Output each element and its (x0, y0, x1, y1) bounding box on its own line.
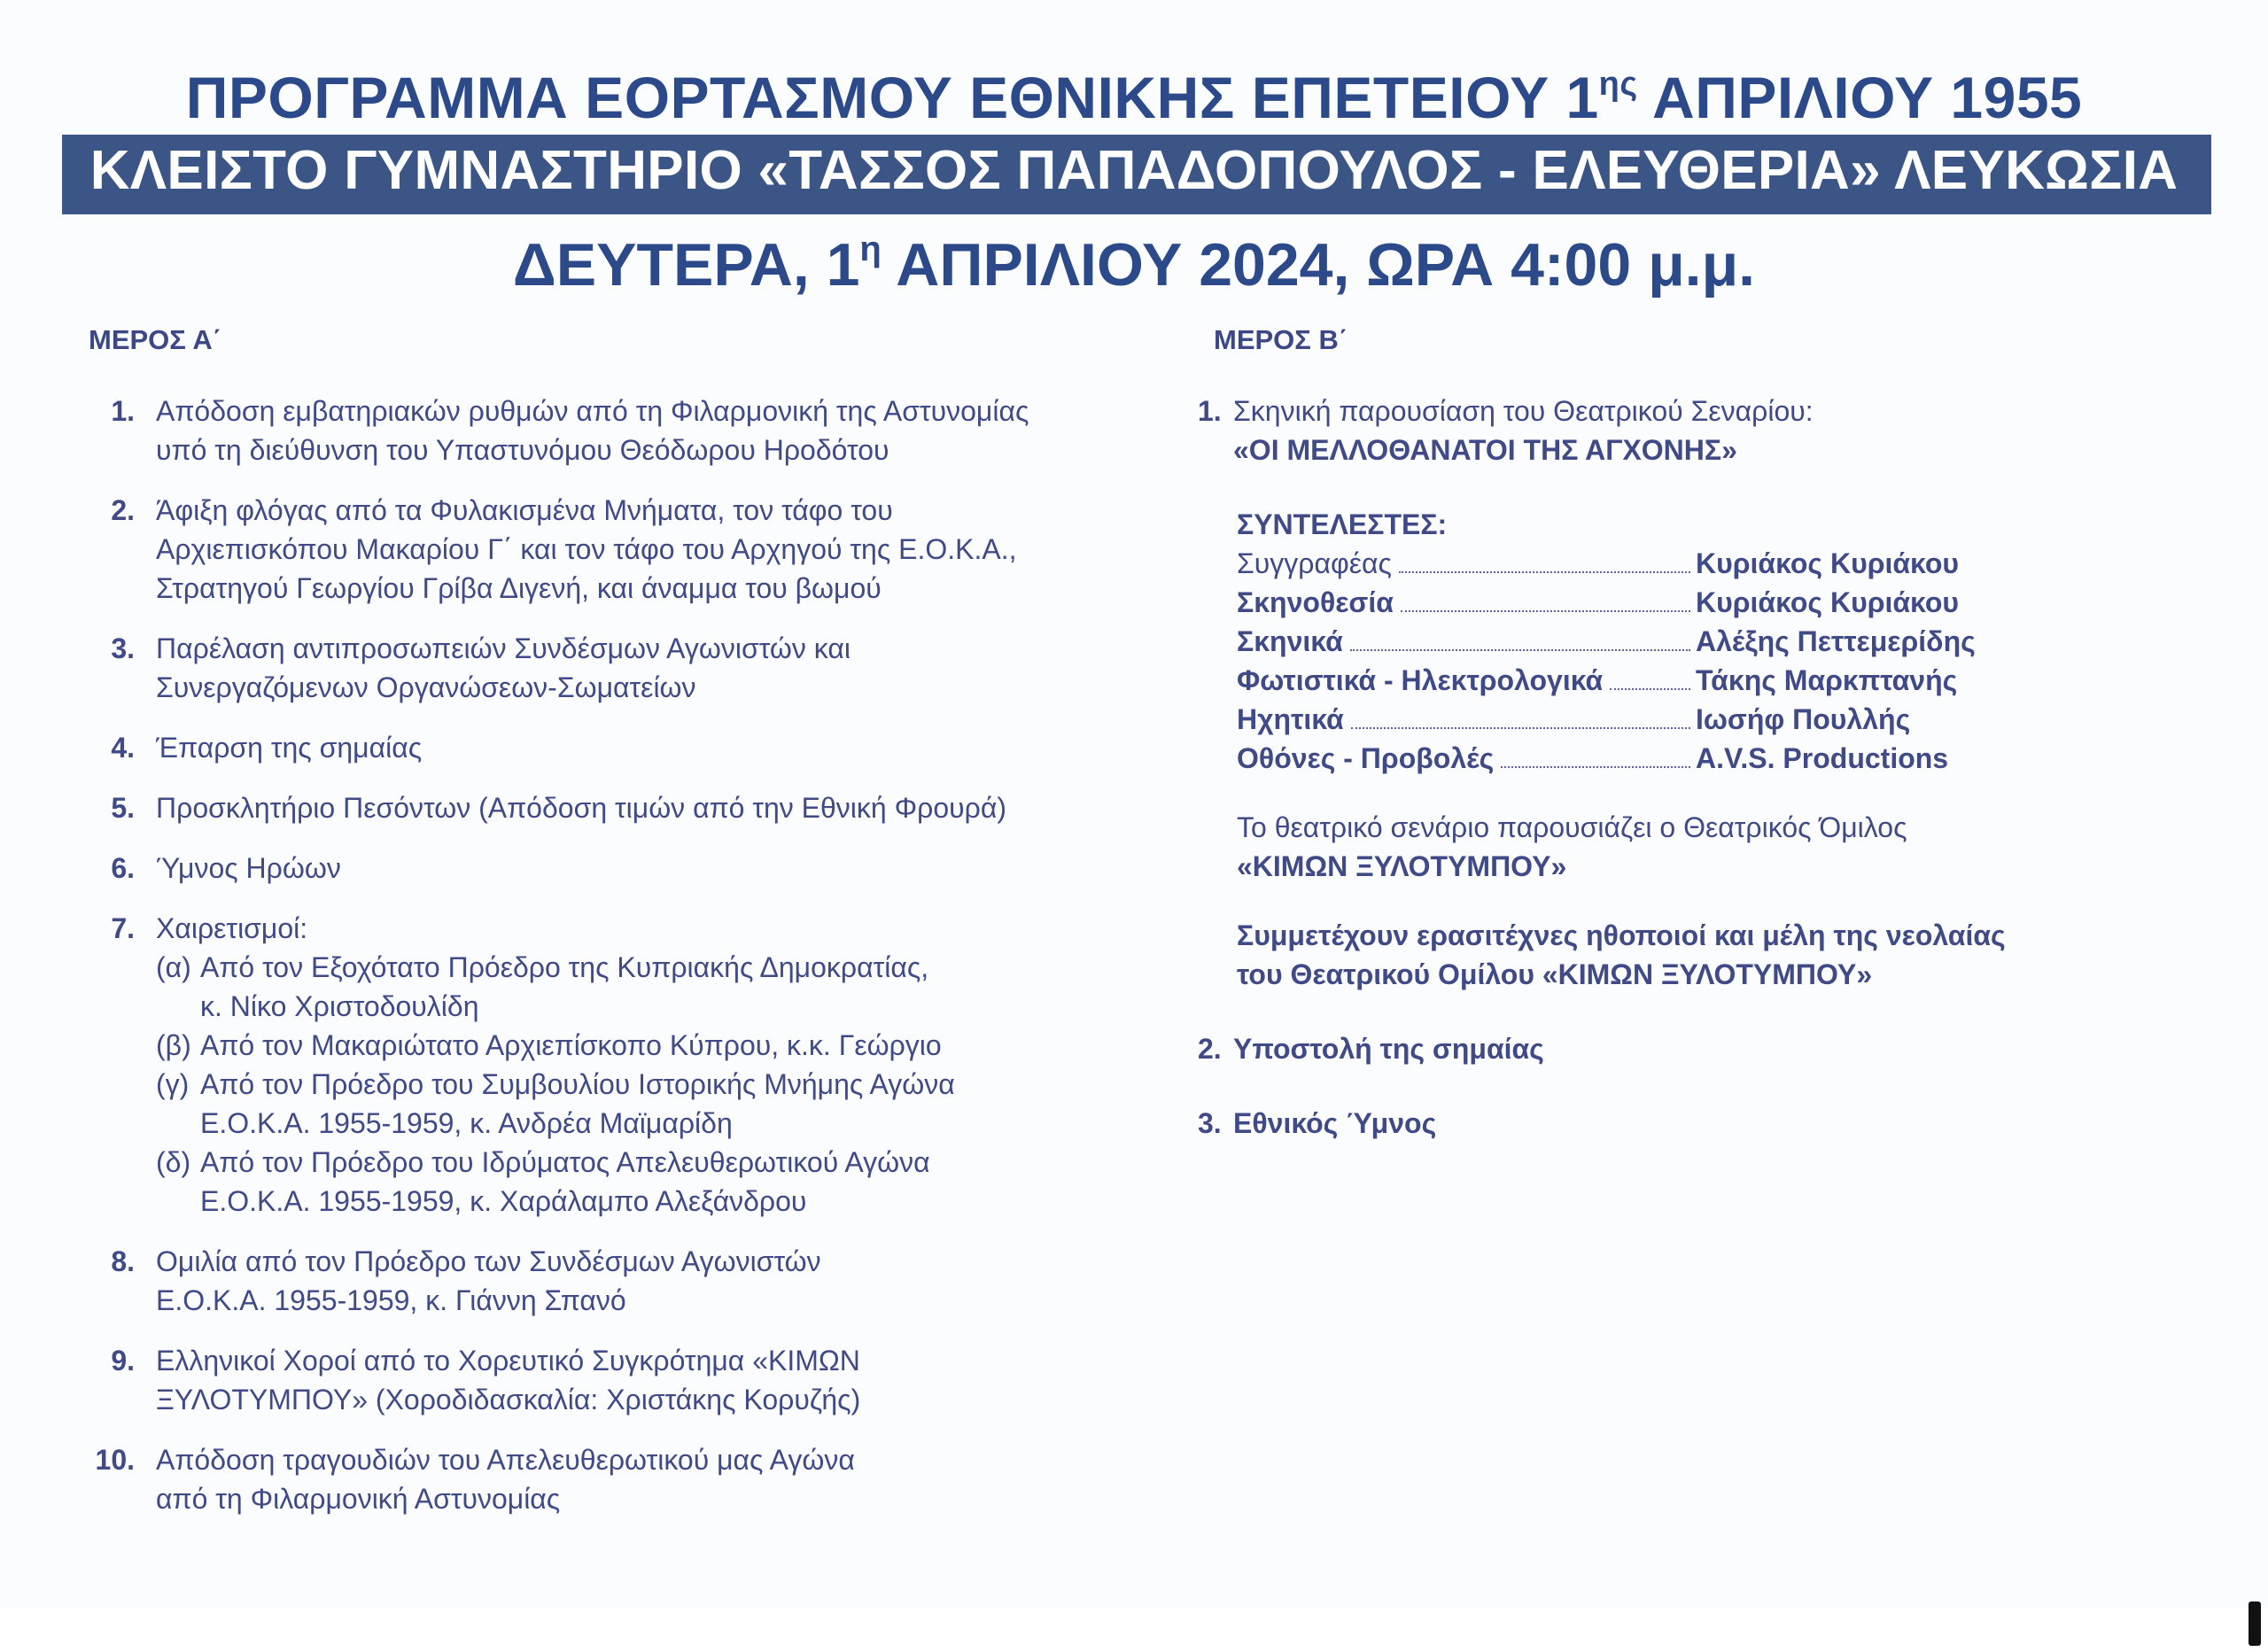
credit-row-4 (1237, 661, 2009, 700)
greeting-line: Από τον Πρόεδρο του Συμβουλίου Ιστορικής Μνήμης Αγώνα (200, 1068, 955, 1100)
credit-name: Αλέξης Πεττεμερίδης (1696, 625, 1976, 657)
part-a-item-8 (82, 1242, 1171, 1320)
item-number: 4. (111, 732, 135, 764)
item-number: 9. (111, 1345, 135, 1377)
item-number: 2. (111, 494, 135, 526)
item-line: Παρέλαση αντιπροσωπειών Συνδέσμων Αγωνιστών και (156, 632, 851, 664)
part-a-item-7 (82, 909, 1171, 1221)
play-title: «ΟΙ ΜΕΛΛΟΘΑΝΑΤΟΙ ΤΗΣ ΑΓΧΟΝΗΣ» (1233, 434, 1737, 466)
item-text: Εθνικός Ύμνος (1233, 1107, 1437, 1139)
item-number: 3. (111, 632, 135, 664)
dot-leader (1351, 727, 1690, 729)
presented-by-group: «ΚΙΜΩΝ ΞΥΛΟΤΥΜΠΟΥ» (1237, 850, 1567, 882)
item-number: 1. (111, 395, 135, 427)
greeting-line: Από τον Πρόεδρο του Ιδρύματος Απελευθερωτικού Αγώνα (200, 1146, 930, 1178)
greeting-body (200, 1026, 942, 1065)
credit-name: Κυριάκος Κυριάκου (1696, 547, 1959, 579)
part-b-item-3 (1198, 1104, 2190, 1143)
dot-leader (1501, 766, 1690, 768)
greeting-1 (156, 948, 1171, 1026)
item-body (138, 788, 1171, 827)
item-line: Αρχιεπισκόπου Μακαρίου Γ΄ και τον τάφο του Αρχηγού της Ε.Ο.Κ.Α., (156, 533, 1017, 565)
title-line-1 (0, 64, 2268, 131)
credit-role: Σκηνικά (1237, 625, 1343, 657)
greeting-label: (β) (156, 1029, 191, 1061)
credit-role: Φωτιστικά - Ηλεκτρολογικά (1237, 664, 1604, 696)
title-line-1-text: ΠΡΟΓΡΑΜΜΑ ΕΟΡΤΑΣΜΟΥ ΕΘΝΙΚΗΣ ΕΠΕΤΕΙΟΥ 1 (185, 65, 1599, 130)
credit-name: A.V.S. Productions (1696, 742, 1949, 774)
credit-role: Οθόνες - Προβολές (1237, 742, 1495, 774)
date-title-superscript: η (859, 229, 882, 268)
item-body (138, 1242, 1171, 1320)
participants-line-2: του Θεατρικού Ομίλου «ΚΙΜΩΝ ΞΥΛΟΤΥΜΠΟΥ» (1237, 958, 1873, 990)
credit-row-2 (1237, 583, 2009, 622)
item-body (138, 1341, 1171, 1419)
credit-role: Ηχητικά (1237, 703, 1344, 735)
part-a-item-9 (82, 1341, 1171, 1419)
part-a-list (82, 392, 1171, 1518)
greeting-line: Ε.Ο.Κ.Α. 1955-1959, κ. Χαράλαμπο Αλεξάνδρου (200, 1185, 807, 1217)
item-line: Απόδοση τραγουδιών του Απελευθερωτικού μας Αγώνα (156, 1444, 855, 1476)
item-number: 3. (1198, 1107, 1222, 1139)
presented-by-text: Το θεατρικό σενάριο παρουσιάζει ο Θεατρικός Όμιλος (1237, 811, 1907, 843)
date-title-time: ΑΠΡΙΛΙΟΥ 2024, ΩΡΑ 4:00 μ.μ. (881, 231, 1756, 299)
greeting-3 (156, 1065, 1171, 1143)
item-line: από τη Φιλαρμονική Αστυνομίας (156, 1483, 561, 1515)
title-line-1-year: ΑΠΡΙΛΙΟΥ 1955 (1637, 65, 2083, 130)
item-number: 2. (1198, 1033, 1222, 1065)
title-line-1-superscript: ης (1598, 66, 1638, 103)
part-a-item-4 (82, 728, 1171, 767)
greeting-line: κ. Νίκο Χριστοδουλίδη (200, 990, 479, 1022)
greeting-body (200, 1143, 930, 1221)
item-number: 1. (1198, 395, 1222, 427)
item-line: Ε.Ο.Κ.Α. 1955-1959, κ. Γιάννη Σπανό (156, 1284, 626, 1316)
credit-role: Σκηνοθεσία (1237, 586, 1394, 618)
credit-row-6 (1237, 739, 2009, 778)
greeting-label: (γ) (156, 1068, 190, 1100)
credit-row-3 (1237, 622, 2009, 661)
item-number: 6. (111, 852, 135, 884)
item-line: Άφιξη φλόγας από τα Φυλακισμένα Μνήματα, τον τάφο του (156, 494, 893, 526)
part-a-title: ΜΕΡΟΣ Α΄ (89, 324, 222, 355)
greeting-4 (156, 1143, 1171, 1221)
item-body (138, 728, 1171, 767)
dot-leader (1610, 688, 1690, 690)
part-b-column (1198, 321, 2190, 1175)
item-text: Υποστολή της σημαίας (1233, 1033, 1544, 1065)
credit-row-5 (1237, 700, 2009, 739)
credit-name: Ιωσήφ Πουλλής (1696, 703, 1911, 735)
greeting-2 (156, 1026, 1171, 1065)
item-line: Ύμνος Ηρώων (156, 852, 341, 884)
item-body (138, 909, 1171, 1221)
credits-title: ΣΥΝΤΕΛΕΣΤΕΣ: (1237, 508, 1448, 540)
part-a-item-1 (82, 392, 1171, 469)
item-line: Συνεργαζόμενων Οργανώσεων-Σωματείων (156, 671, 696, 703)
part-a-item-5 (82, 788, 1171, 827)
part-a-item-6 (82, 849, 1171, 888)
credits-list (1237, 544, 2190, 778)
part-b-item-2 (1198, 1029, 2190, 1068)
item-number: 7. (111, 912, 135, 944)
item-line: Απόδοση εμβατηριακών ρυθμών από τη Φιλαρμονική της Αστυνομίας (156, 395, 1029, 427)
item-line: Χαιρετισμοί: (156, 912, 308, 944)
scan-margin (0, 1608, 2268, 1652)
participants (1198, 916, 2190, 994)
greeting-body (200, 948, 928, 1026)
item-number: 5. (111, 792, 135, 824)
part-b-title: ΜΕΡΟΣ Β΄ (1214, 324, 1348, 355)
item-line: υπό τη διεύθυνση του Υπαστυνόμου Θεόδωρου Ηροδότου (156, 434, 889, 466)
item-number: 10. (95, 1444, 135, 1476)
item-body (1233, 392, 2190, 469)
item-body (138, 849, 1171, 888)
item-line: Προσκλητήριο Πεσόντων (Απόδοση τιμών από την Εθνική Φρουρά) (156, 792, 1006, 824)
item-body (138, 629, 1171, 707)
item-line: Στρατηγού Γεωργίου Γρίβα Διγενή, και άναμμα του βωμού (156, 572, 882, 604)
part-a-column (82, 321, 1171, 1540)
dot-leader (1401, 610, 1690, 612)
part-b-item-1 (1198, 392, 2190, 469)
greeting-line: Από τον Μακαριώτατο Αρχιεπίσκοπο Κύπρου, κ.κ. Γεώργιο (200, 1029, 942, 1061)
item-line: ΞΥΛΟΤΥΜΠΟΥ» (Χοροδιδασκαλία: Χριστάκης Κορυζής) (156, 1384, 861, 1415)
date-title-text: ΔΕΥΤΕΡΑ, 1 (512, 231, 860, 299)
item-body (138, 392, 1171, 469)
item-line: Έπαρση της σημαίας (156, 732, 423, 764)
date-title (0, 230, 2268, 299)
part-a-item-10 (82, 1440, 1171, 1518)
dot-leader (1350, 649, 1690, 651)
item-line: Ελληνικοί Χοροί από το Χορευτικό Συγκρότημα «ΚΙΜΩΝ (156, 1345, 860, 1377)
credit-row-1 (1237, 544, 2009, 583)
credit-name: Κυριάκος Κυριάκου (1696, 586, 1959, 618)
greeting-line: Ε.Ο.Κ.Α. 1955-1959, κ. Ανδρέα Μαϊμαρίδη (200, 1107, 733, 1139)
venue-title: ΚΛΕΙΣΤΟ ΓΥΜΝΑΣΤΗΡΙΟ «ΤΑΣΣΟΣ ΠΑΠΑΔΟΠΟΥΛΟΣ - ΕΛΕΥΘΕΡΙΑ» ΛΕΥΚΩΣΙΑ (89, 140, 2179, 201)
item-line: Ομιλία από τον Πρόεδρο των Συνδέσμων Αγωνιστών (156, 1245, 821, 1277)
greeting-label: (α) (156, 951, 191, 983)
item-number: 8. (111, 1245, 135, 1277)
part-a-item-3 (82, 629, 1171, 707)
greeting-body (200, 1065, 955, 1143)
participants-line-1: Συμμετέχουν ερασιτέχνες ηθοποιοί και μέλη της νεολαίας (1237, 919, 2006, 951)
dot-leader (1399, 571, 1690, 573)
play-intro: Σκηνική παρουσίαση του Θεατρικού Σεναρίου: (1233, 395, 1814, 427)
greeting-line: Από τον Εξοχότατο Πρόεδρο της Κυπριακής Δημοκρατίας, (200, 951, 929, 983)
credit-name: Τάκης Μαρκπτανής (1696, 664, 1958, 696)
item-body (138, 1440, 1171, 1518)
scan-corner-mark (2249, 1602, 2261, 1646)
part-a-item-2 (82, 491, 1171, 608)
credit-role: Συγγραφέας (1237, 547, 1392, 579)
credits-block (1198, 505, 2190, 778)
greeting-label: (δ) (156, 1146, 191, 1178)
item-body (138, 491, 1171, 608)
presented-by (1198, 808, 2190, 886)
